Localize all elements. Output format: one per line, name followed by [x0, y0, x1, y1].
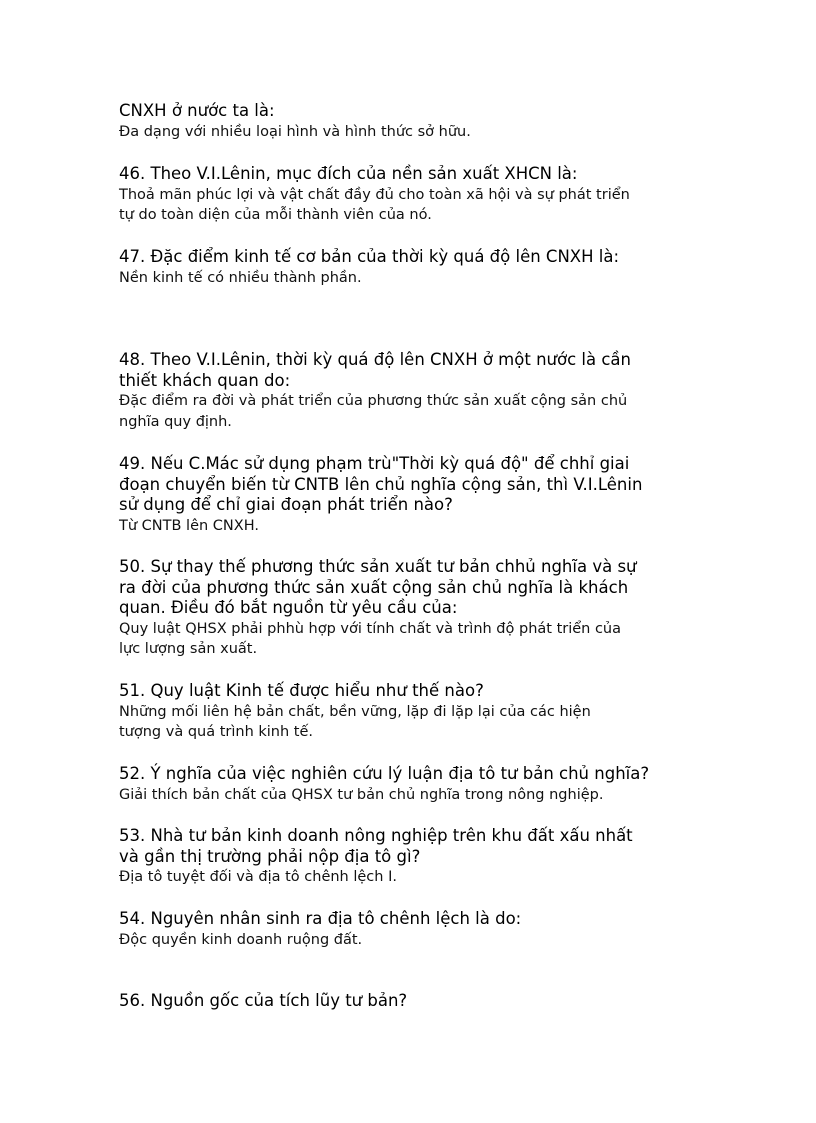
question-text: [119, 454, 709, 516]
question-text: [119, 164, 709, 185]
answer-line: tượng và quá trình kinh tế.: [119, 724, 314, 740]
question-line: 52. Ý nghĩa của việc nghiên cứu lý luận địa tô tư bản chủ nghĩa?: [119, 764, 650, 783]
question-text: [119, 826, 709, 867]
answer-line: Giải thích bản chất của QHSX tư bản chủ nghĩa trong nông nghiệp.: [119, 786, 604, 803]
qa-item-53: [119, 826, 709, 888]
question-line: sử dụng để chỉ giai đoạn phát triển nào?: [119, 495, 453, 514]
question-text: [119, 764, 709, 785]
answer-text: [119, 702, 709, 743]
question-text: [119, 350, 709, 391]
question-line: 46. Theo V.I.Lênin, mục đích của nền sản xuất XHCN là:: [119, 164, 578, 183]
answer-text: [119, 185, 709, 226]
answer-line: Độc quyền kinh doanh ruộng đất.: [119, 931, 363, 948]
qa-item-56: [119, 991, 709, 1012]
answer-text: [119, 122, 709, 143]
answer-line: lực lượng sản xuất.: [119, 641, 258, 657]
question-line: 56. Nguồn gốc của tích lũy tư bản?: [119, 991, 408, 1010]
question-text: [119, 101, 709, 122]
question-line: và gần thị trường phải nộp địa tô gì?: [119, 846, 421, 866]
question-line: 48. Theo V.I.Lênin, thời kỳ quá độ lên CNXH ở một nước là cần: [119, 350, 631, 369]
question-line: 54. Nguyên nhân sinh ra địa tô chênh lệch là do:: [119, 909, 522, 928]
qa-item-49: [119, 454, 709, 536]
question-line: quan. Điều đó bắt nguồn từ yêu cầu của:: [119, 598, 458, 617]
answer-text: [119, 619, 709, 660]
question-line: ra đời của phương thức sản xuất cộng sản chủ nghĩa là khách: [119, 577, 629, 597]
answer-line: nghĩa quy định.: [119, 413, 232, 430]
answer-line: Những mối liên hệ bản chất, bền vững, lặp đi lặp lại của các hiện: [119, 703, 591, 720]
answer-line: Từ CNTB lên CNXH.: [119, 517, 259, 534]
qa-item-50: [119, 557, 709, 660]
answer-text: [119, 785, 709, 806]
question-text: [119, 991, 709, 1012]
question-text: [119, 681, 709, 702]
question-text: [119, 909, 709, 930]
answer-line: Đặc điểm ra đời và phát triển của phương thức sản xuất cộng sản chủ: [119, 393, 628, 409]
question-text: [119, 557, 709, 619]
question-line: thiết khách quan do:: [119, 370, 291, 390]
answer-line: tự do toàn diện của mỗi thành viên của nó.: [119, 207, 432, 223]
answer-line: Quy luật QHSX phải phhù hợp với tính chất và trình độ phát triển của: [119, 620, 622, 637]
answer-text: [119, 867, 709, 888]
answer-text: [119, 391, 709, 432]
qa-item-48: [119, 350, 709, 432]
qa-item-46: [119, 164, 709, 226]
question-line: 53. Nhà tư bản kinh doanh nông nghiệp trên khu đất xấu nhất: [119, 826, 633, 845]
question-line: 47. Đặc điểm kinh tế cơ bản của thời kỳ quá độ lên CNXH là:: [119, 247, 620, 266]
answer-text: [119, 516, 709, 537]
answer-text: [119, 930, 709, 951]
answer-line: Thoả mãn phúc lợi và vật chất đầy đủ cho toàn xã hội và sự phát triển: [119, 186, 630, 203]
question-line: 49. Nếu C.Mác sử dụng phạm trù"Thời kỳ quá độ" để chhỉ giai: [119, 454, 630, 473]
qa-item-continued: [119, 101, 709, 142]
answer-text: [119, 268, 709, 289]
question-line: CNXH ở nước ta là:: [119, 101, 275, 120]
answer-line: Địa tô tuyệt đối và địa tô chênh lệch I.: [119, 869, 397, 885]
question-line: 50. Sự thay thế phương thức sản xuất tư bản chhủ nghĩa và sự: [119, 557, 637, 576]
answer-line: Đa dạng với nhiều loại hình và hình thức sở hữu.: [119, 123, 471, 140]
question-line: 51. Quy luật Kinh tế được hiểu như thế nào?: [119, 681, 484, 700]
question-line: đoạn chuyển biến từ CNTB lên chủ nghĩa cộng sản, thì V.I.Lênin: [119, 474, 643, 494]
answer-line: Nền kinh tế có nhiều thành phần.: [119, 269, 362, 286]
qa-item-47: [119, 247, 709, 288]
qa-item-52: [119, 764, 709, 805]
qa-item-51: [119, 681, 709, 743]
qa-item-54: [119, 909, 709, 950]
question-text: [119, 247, 709, 268]
